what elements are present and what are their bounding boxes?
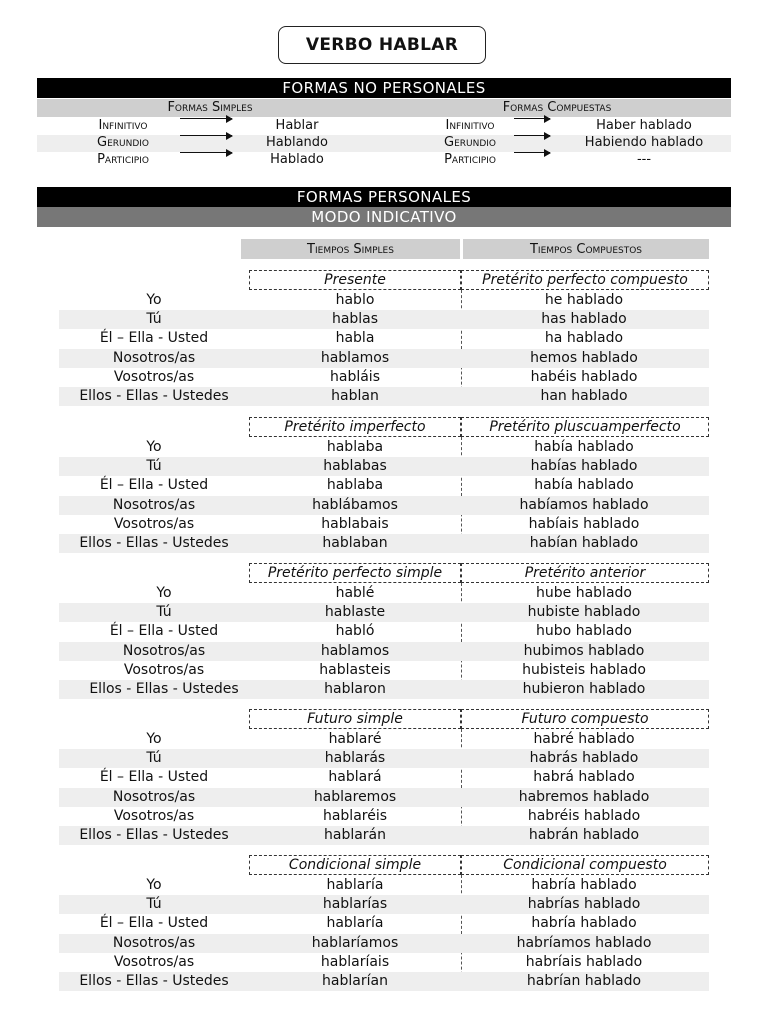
simple-form: hablé (335, 585, 375, 601)
compound-form: habrá hablado (533, 769, 635, 786)
conjugation-row (59, 515, 709, 534)
conjugation-row (59, 457, 709, 476)
pronoun: Tú (156, 604, 172, 621)
compound-form: hubisteis hablado (522, 661, 646, 678)
simple-form: habla (335, 330, 375, 347)
tense-name-simple: Futuro simple (249, 709, 461, 729)
compound-form: ha hablado (544, 330, 624, 347)
tense-name-simple: Condicional simple (249, 855, 461, 875)
simple-form: habló (335, 623, 375, 640)
pronoun: Ellos - Ellas - Ustedes (89, 681, 239, 697)
compound-form: has hablado (541, 311, 627, 328)
simple-form: hablaré (328, 731, 382, 747)
simple-form: hablaréis (322, 807, 388, 824)
simple-form: hablaste (324, 604, 386, 621)
no-personal-row (37, 152, 731, 169)
np-compound-form: --- (636, 152, 652, 167)
pronoun: Él – Ella - Usted (99, 915, 209, 932)
compound-form: habríamos hablado (516, 934, 652, 951)
conjugation-row (59, 291, 709, 310)
arrow-right-icon (514, 135, 550, 136)
compound-form: habrías hablado (527, 896, 641, 913)
pronoun: Él – Ella - Usted (109, 623, 219, 640)
pronoun: Tú (146, 896, 162, 913)
no-personal-row (37, 118, 731, 135)
tiempos-compuestos-header: Tiempos Compuestos (463, 239, 709, 259)
simple-form: hablará (328, 769, 382, 786)
pronoun: Nosotros/as (112, 934, 196, 951)
pronoun: Nosotros/as (112, 788, 196, 805)
simple-form: hablaba (326, 477, 384, 494)
arrow-right-icon (180, 152, 232, 153)
pronoun: Tú (146, 458, 162, 475)
pronoun: Ellos - Ellas - Ustedes (79, 535, 229, 551)
pronoun: Yo (146, 439, 162, 455)
pronoun: Ellos - Ellas - Ustedes (79, 388, 229, 404)
no-personales-subheader (37, 99, 731, 117)
conjugation-row (59, 972, 709, 991)
pronoun: Tú (146, 311, 162, 328)
compound-form: habrían hablado (526, 973, 642, 989)
tense-name-simple: Pretérito perfecto simple (249, 563, 461, 583)
pronoun: Vosotros/as (113, 515, 195, 532)
compound-form: habría hablado (531, 877, 637, 893)
compound-form: habíamos hablado (519, 496, 649, 513)
arrow-right-icon (180, 135, 232, 136)
simple-form: hablaría (326, 877, 384, 893)
np-label: Participio (97, 152, 149, 167)
compound-form: hubo hablado (536, 623, 632, 640)
compound-form: habías hablado (530, 458, 638, 475)
conjugation-row (59, 368, 709, 387)
conjugation-row (59, 310, 709, 329)
conjugation-row (59, 534, 709, 553)
np-label: Infinitivo (98, 118, 148, 133)
tense-name-simple: Presente (249, 270, 461, 290)
compound-form: había hablado (534, 439, 634, 455)
tense-name-compound: Pretérito pluscuamperfecto (461, 417, 709, 437)
conjugation-row (59, 788, 709, 807)
simple-form: hablaba (326, 439, 384, 455)
compound-form: hubiste hablado (527, 604, 641, 621)
simple-form: habláis (330, 368, 380, 385)
formas-compuestas-label: Formas Compuestas (502, 100, 612, 115)
conjugation-row (59, 496, 709, 515)
compound-form: han hablado (540, 388, 628, 404)
pronoun: Ellos - Ellas - Ustedes (79, 827, 229, 843)
conjugation-row (59, 934, 709, 953)
compound-form: había hablado (534, 477, 634, 494)
tense-name-compound: Condicional compuesto (461, 855, 709, 875)
arrow-right-icon (180, 118, 232, 119)
conjugation-row (59, 584, 709, 603)
pronoun: Nosotros/as (112, 496, 196, 513)
simple-form: hablaremos (313, 788, 397, 805)
pronoun: Yo (146, 877, 162, 893)
compound-form: habrás hablado (529, 750, 639, 767)
formas-simples-label: Formas Simples (167, 100, 253, 115)
np-simple-form: Hablando (265, 135, 329, 150)
simple-form: hablas (331, 311, 379, 328)
modo-indicativo-header: MODO INDICATIVO (37, 207, 731, 227)
simple-form: hablasteis (319, 661, 391, 678)
simple-form: hablamos (320, 349, 390, 366)
simple-form: hablarían (322, 973, 388, 989)
np-simple-form: Hablar (275, 118, 319, 133)
simple-form: hablarán (323, 827, 387, 843)
conjugation-row (59, 749, 709, 768)
compound-form: habré hablado (533, 731, 635, 747)
conjugation-row (59, 914, 709, 933)
simple-form: hablaban (322, 535, 388, 551)
compound-form: hubieron hablado (522, 681, 646, 697)
np-compound-label: Participio (444, 152, 496, 167)
pronoun: Yo (146, 731, 162, 747)
pronoun: Vosotros/as (113, 953, 195, 970)
simple-form: hablaron (324, 681, 386, 697)
conjugation-row (59, 438, 709, 457)
simple-form: hablarías (322, 896, 388, 913)
conjugation-row (59, 661, 709, 680)
np-compound-label: Gerundio (443, 135, 497, 150)
simple-form: hablabais (321, 515, 389, 532)
arrow-right-icon (514, 152, 550, 153)
conjugation-row (59, 895, 709, 914)
compound-form: habréis hablado (527, 807, 641, 824)
tense-name-compound: Pretérito perfecto compuesto (461, 270, 709, 290)
simple-form: hablan (331, 388, 379, 404)
pronoun: Tú (146, 750, 162, 767)
pronoun: Vosotros/as (113, 368, 195, 385)
np-compound-form: Habiendo hablado (584, 135, 704, 150)
conjugation-row (59, 349, 709, 368)
simple-form: hablaríais (320, 953, 390, 970)
pronoun: Yo (146, 292, 162, 308)
simple-form: hablabas (323, 458, 387, 475)
simple-form: hablamos (320, 642, 390, 659)
arrow-right-icon (514, 118, 550, 119)
pronoun: Ellos - Ellas - Ustedes (79, 973, 229, 989)
simple-form: hablo (335, 292, 375, 308)
conjugation-row (59, 730, 709, 749)
simple-form: hablaríamos (311, 934, 399, 951)
pronoun: Nosotros/as (122, 642, 206, 659)
pronoun: Él – Ella - Usted (99, 769, 209, 786)
conjugation-row (59, 680, 709, 699)
pronoun: Él – Ella - Usted (99, 330, 209, 347)
conjugation-row (59, 807, 709, 826)
compound-form: habíais hablado (528, 515, 640, 532)
no-personal-row (37, 135, 731, 152)
conjugation-row (59, 826, 709, 845)
simple-form: hablaría (326, 915, 384, 932)
compound-form: hemos hablado (530, 349, 638, 366)
tiempos-simples-header: Tiempos Simples (241, 239, 460, 259)
compound-form: habremos hablado (518, 788, 650, 805)
np-compound-label: Infinitivo (445, 118, 495, 133)
conjugation-row (59, 953, 709, 972)
conjugation-row (59, 329, 709, 348)
compound-form: habríais hablado (525, 953, 643, 970)
conjugation-row (59, 622, 709, 641)
pronoun: Nosotros/as (112, 349, 196, 366)
personales-header: FORMAS PERSONALES (37, 187, 731, 207)
tense-name-compound: Pretérito anterior (461, 563, 709, 583)
pronoun: Vosotros/as (123, 661, 205, 678)
pronoun: Yo (156, 585, 172, 601)
np-label: Gerundio (96, 135, 150, 150)
tense-name-simple: Pretérito imperfecto (249, 417, 461, 437)
simple-form: hablábamos (312, 496, 398, 513)
conjugation-row (59, 876, 709, 895)
compound-form: hube hablado (536, 585, 632, 601)
tense-name-compound: Futuro compuesto (461, 709, 709, 729)
page-title: VERBO HABLAR (278, 26, 486, 64)
no-personales-header: FORMAS NO PERSONALES (37, 78, 731, 98)
compound-form: habían hablado (529, 535, 639, 551)
compound-form: hubimos hablado (523, 642, 645, 659)
pronoun: Él – Ella - Usted (99, 477, 209, 494)
pronoun: Vosotros/as (113, 807, 195, 824)
compound-form: he hablado (544, 292, 624, 308)
compound-form: habéis hablado (530, 368, 638, 385)
compound-form: habrán hablado (528, 827, 640, 843)
compound-form: habría hablado (531, 915, 637, 932)
conjugation-row (59, 768, 709, 787)
conjugation-row (59, 642, 709, 661)
conjugation-row (59, 603, 709, 622)
np-simple-form: Hablado (270, 152, 324, 167)
conjugation-row (59, 387, 709, 406)
conjugation-row (59, 476, 709, 495)
simple-form: hablarás (324, 750, 386, 767)
np-compound-form: Haber hablado (596, 118, 692, 133)
